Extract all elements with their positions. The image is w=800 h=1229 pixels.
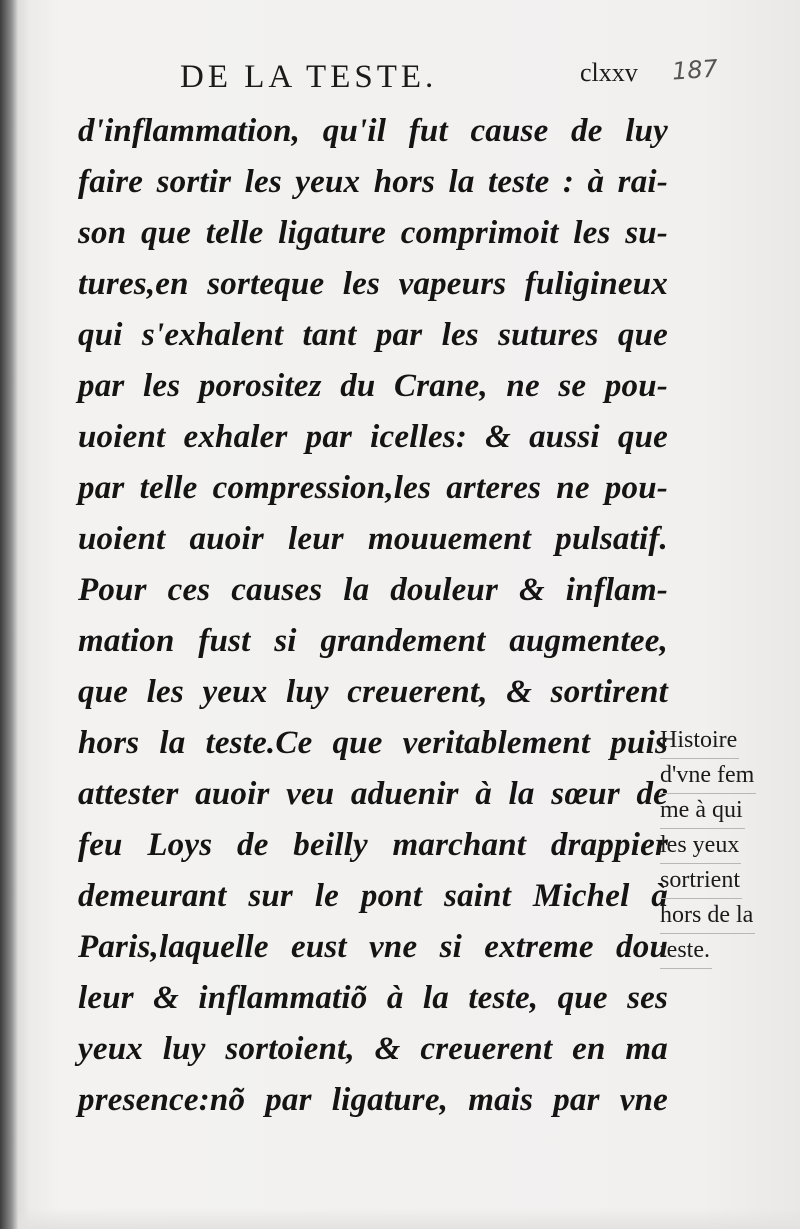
marginal-note-line: sortrient <box>660 862 742 899</box>
running-head-title: DE LA TESTE. <box>180 59 438 95</box>
text-line: uoient auoir leur mouuement pulsatif. <box>78 521 668 557</box>
text-line: leur & inflammatiõ à la teste, que ses <box>78 980 668 1016</box>
text-line: yeux luy sortoient, & creuerent en ma <box>78 1031 668 1067</box>
marginal-note-line: teste. <box>660 932 712 969</box>
page-folio-number: clxxv <box>580 58 638 87</box>
text-line: attester auoir veu aduenir à la sœur de <box>78 776 668 812</box>
text-line: que les yeux luy creuerent, & sortirent <box>78 674 668 710</box>
text-line: qui s'exhalent tant par les sutures que <box>78 317 668 353</box>
marginal-note-line: d'vne fem <box>660 757 756 794</box>
marginal-note-line: Histoire <box>660 722 739 759</box>
text-line: hors la teste.Ce que veritablement puis <box>78 725 668 761</box>
text-line: faire sortir les yeux hors la teste : à rai- <box>78 164 668 200</box>
text-line: son que telle ligature comprimoit les su- <box>78 215 668 251</box>
text-line: d'inflammation, qu'il fut cause de luy <box>78 113 668 149</box>
text-line: feu Loys de beilly marchant drappier <box>78 827 668 863</box>
text-line: tures,en sorteque les vapeurs fuligineux <box>78 266 668 302</box>
marginal-note-line: me à qui <box>660 792 745 829</box>
text-line: presence:nõ par ligature, mais par vne <box>78 1082 668 1118</box>
marginal-note-line: hors de la <box>660 897 755 934</box>
marginal-note-line: les yeux <box>660 827 741 864</box>
text-line: par les porositez du Crane, ne se pou- <box>78 368 668 404</box>
text-line: demeurant sur le pont saint Michel à <box>78 878 668 914</box>
text-line: uoient exhaler par icelles: & aussi que <box>78 419 668 455</box>
text-line: mation fust si grandement augmentee, <box>78 623 668 659</box>
handwritten-folio-note: 187 <box>671 54 719 86</box>
text-line: Pour ces causes la douleur & inflam- <box>78 572 668 608</box>
text-line: par telle compression,les arteres ne pou- <box>78 470 668 506</box>
text-line: Paris,laquelle eust vne si extreme dou <box>78 929 668 965</box>
page-bottom-edge <box>18 1208 800 1229</box>
binding-gutter-shadow <box>0 0 18 1229</box>
